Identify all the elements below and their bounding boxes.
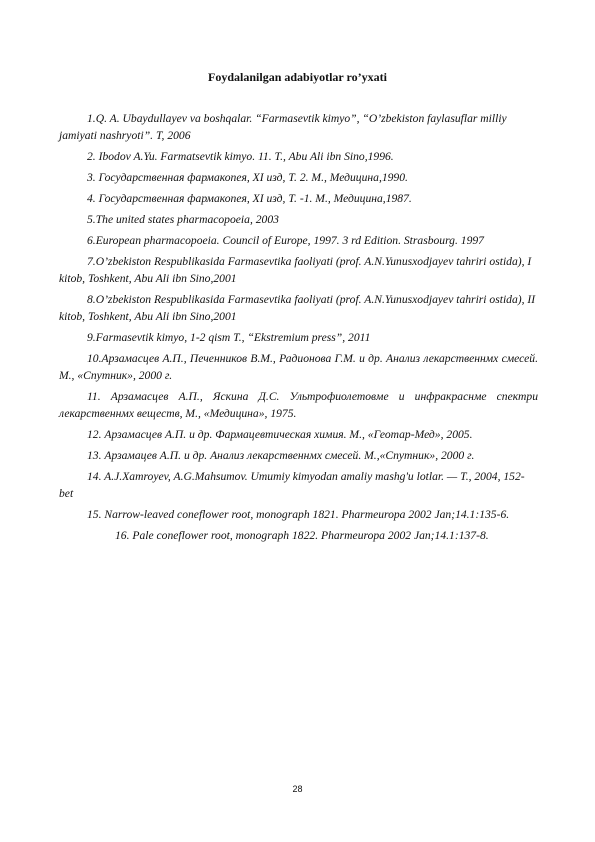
- reference-item: 9.Farmasevtik kimyo, 1-2 qism T., “Ekstremium press”, 2011: [87, 331, 371, 344]
- reference-item: 8.O’zbekiston Respublikasida Farmasevtika faoliyati (prof. A.N.Yunusxodjayev tahriri ostida), II kitob, Toshkent, Abu Ali ibn Sino,2001: [59, 293, 536, 323]
- reference-item: 2. Ibodov A.Yu. Farmatsevtik kimyo. 11. T., Abu Ali ibn Sino,1996.: [87, 150, 394, 163]
- reference-item: 5.The united states pharmacopoeia, 2003: [87, 213, 279, 226]
- reference-item: 11. Арзамасцев А.П., Яскина Д.С. Ультрофиолетовме и инфракраснме спектри лекарственнмх веществ, М., «Медицина», 1975.: [59, 390, 538, 420]
- reference-item: 14. A.J.Xamroyev, A.G.Mahsumov. Umumiy kimyodan amaliy mashg'u lotlar. — T., 2004, 152-bet: [59, 470, 525, 500]
- reference-item: 1.Q. A. Ubaydullayev va boshqalar. “Farmasevtik kimyo”, “O’zbekiston faylasuflar milliy jamiyati nashryoti”. T, 2006: [59, 112, 507, 142]
- reference-item: 3. Государственная фармакопея, XI изд, Т. 2. М., Медицина,1990.: [87, 171, 408, 184]
- reference-item: 16. Pale coneflower root, monograph 1822. Pharmeuropa 2002 Jan;14.1:137-8.: [115, 529, 489, 542]
- page-number: 28: [292, 784, 303, 794]
- reference-item: 15. Narrow-leaved coneflower root, monograph 1821. Pharmeuropa 2002 Jan;14.1:135-6.: [87, 508, 510, 521]
- reference-list: [59, 110, 538, 548]
- reference-item: 7.O’zbekiston Respublikasida Farmasevtika faoliyati (prof. A.N.Yunusxodjayev tahriri ostida), I kitob, Toshkent, Abu Ali ibn Sino,2001: [59, 255, 532, 285]
- reference-item: 4. Государственная фармакопея, XI изд, Т. -1. М., Медицина,1987.: [87, 192, 412, 205]
- reference-item: 6.European pharmacopoeia. Council of Europe, 1997. 3 rd Edition. Strasbourg. 1997: [87, 234, 484, 247]
- reference-item: 13. Арзамацев А.П. и др. Анализ лекарственнмх смесей. М.,«Спутник», 2000 г.: [87, 449, 475, 462]
- reference-item: 10.Арзамасцев А.П., Печенников В.М., Радионова Г.М. и др. Анализ лекарственнмх смесей. М., «Спутник», 2000 г.: [59, 352, 538, 382]
- page-title: Foydalanilgan adabiyotlar ro’yxati: [208, 70, 387, 84]
- reference-item: 12. Арзамасцев А.П. и др. Фармацевтическая химия. М., «Геотар-Мед», 2005.: [87, 428, 473, 441]
